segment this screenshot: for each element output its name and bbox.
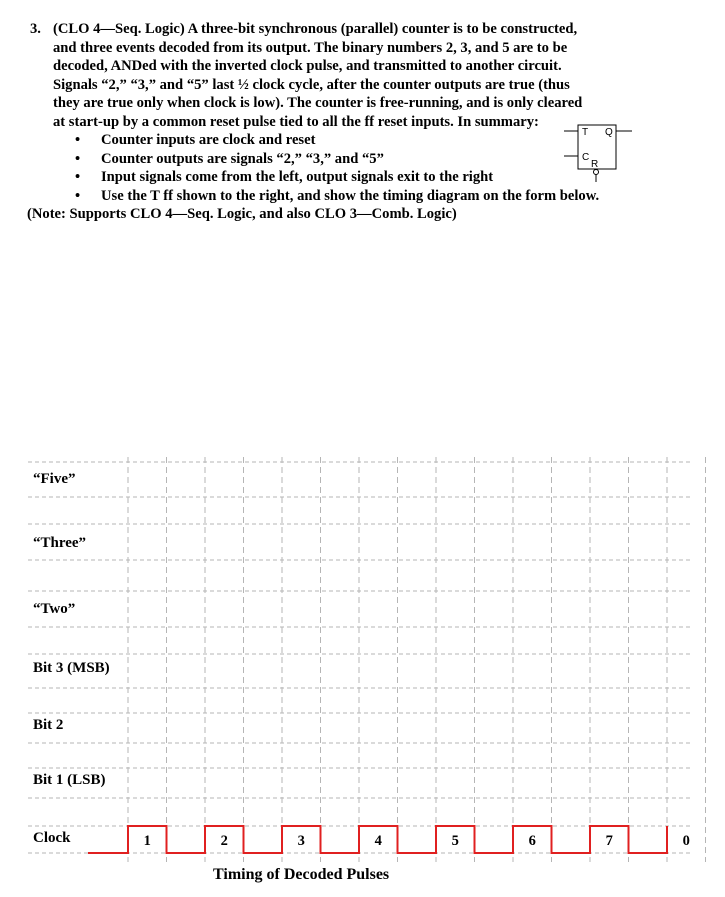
- r-pin-label: R: [591, 159, 599, 170]
- q-pin-label: Q: [605, 127, 613, 138]
- t-pin-label: T: [582, 127, 589, 138]
- row-label-bit2: Bit 2: [33, 717, 64, 733]
- summary-bullet: • Use the T ff shown to the right, and show the timing diagram on the form below.: [101, 187, 690, 206]
- pulse-numbers: [144, 833, 690, 849]
- pulse-number: 2: [220, 833, 228, 849]
- question-line: at start-up by a common reset pulse tied to all the ff reset inputs. In summary:: [53, 113, 539, 130]
- row-label-bit1: Bit 1 (LSB): [33, 772, 106, 788]
- pulse-number: 3: [297, 833, 305, 849]
- row-label-clock: Clock: [33, 830, 71, 846]
- pulse-number: 7: [605, 833, 613, 849]
- summary-bullet: • Counter outputs are signals “2,” “3,” and “5”: [101, 150, 690, 169]
- diagram-caption: Timing of Decoded Pulses: [213, 866, 390, 883]
- question-line: (CLO 4—Seq. Logic) A three-bit synchronous (parallel) counter is to be constructed,: [53, 21, 578, 37]
- summary-bullet: • Input signals come from the left, output signals exit to the right: [101, 168, 690, 187]
- row-label-three: “Three”: [33, 535, 87, 551]
- question-line: decoded, ANDed with the inverted clock pulse, and transmitted to another circuit.: [53, 58, 562, 74]
- row-label-two: “Two”: [33, 601, 76, 617]
- pulse-number: 1: [143, 833, 151, 849]
- row-label-five: “Five”: [33, 471, 76, 487]
- question-line: Signals “2,” “3,” and “5” last ½ clock cycle, after the counter outputs are true (thus: [53, 76, 570, 93]
- grid-vertical-lines: [128, 457, 706, 862]
- question-line: and three events decoded from its output. The binary numbers 2, 3, and 5 are to be: [53, 39, 568, 56]
- question-line: they are true only when clock is low). The counter is free-running, and is only cleared: [53, 95, 583, 111]
- pulse-number: 5: [451, 833, 459, 849]
- pulse-number: 4: [374, 833, 382, 849]
- summary-bullet: • Counter inputs are clock and reset: [101, 131, 690, 150]
- c-pin-label: C: [582, 152, 590, 163]
- pulse-number: 6: [528, 833, 536, 849]
- question-note: (Note: Supports CLO 4—Seq. Logic, and also CLO 3—Comb. Logic): [27, 206, 457, 222]
- row-label-bit3: Bit 3 (MSB): [33, 660, 110, 676]
- pulse-number: 0: [682, 833, 690, 849]
- question-number: 3.: [30, 21, 41, 37]
